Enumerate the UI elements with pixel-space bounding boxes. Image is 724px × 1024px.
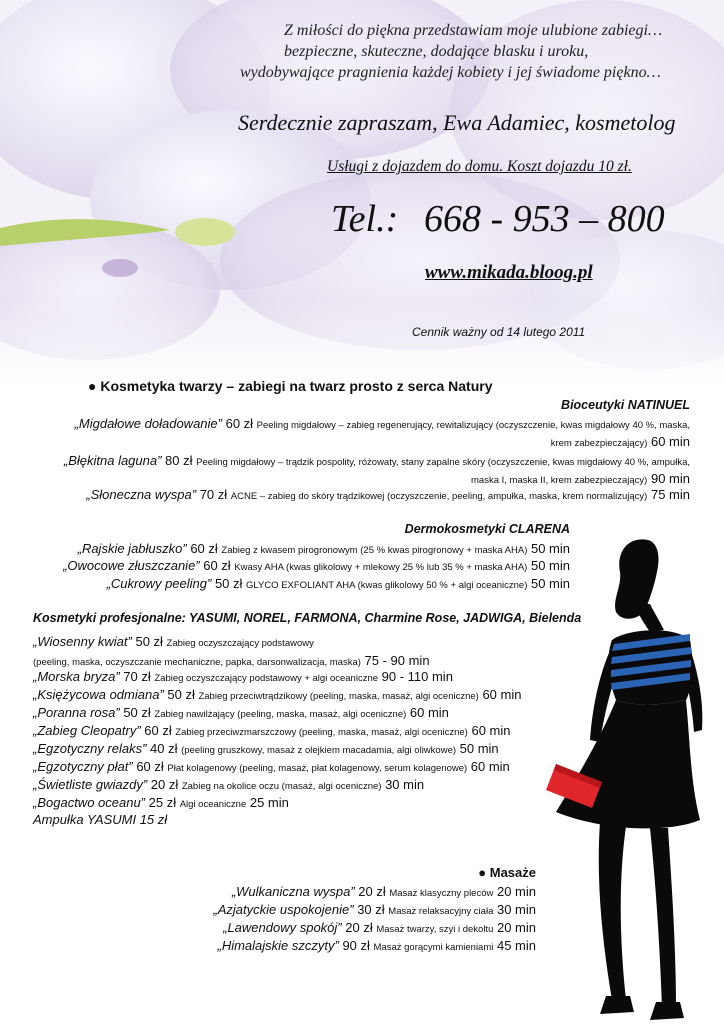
list-item [33,668,453,688]
description: Peeling migdałowy – trądzik pospolity, różowaty, stany zapalne skóry (oczyszczenie, kwas migdałowy 40 %, ampułka, [196,457,690,468]
duration: 60 min [467,759,510,774]
description: maska I, maska II, krem zabezpieczający) [471,475,648,486]
duration: 60 min [467,723,511,738]
duration: 50 min [456,741,499,756]
duration: 20 min [493,884,536,899]
price: 20 zł [341,920,377,935]
list-item [107,575,570,595]
treatment-name: „Świetliste gwiazdy” [33,777,148,792]
price: 70 zł [196,487,231,502]
brand-natinuel: Bioceutyki NATINUEL [561,398,690,412]
treatment-name: „Migdałowe doładowanie” [74,416,222,431]
treatment-name: „Owocowe złuszczanie” [63,558,200,573]
treatment-name: „Błękitna laguna” [63,453,162,468]
price: 30 zł [353,902,389,917]
duration: 75 min [647,487,690,502]
treatment-name: „Słoneczna wyspa” [86,487,197,502]
description: Algi oceaniczne [179,799,247,810]
list-item [75,415,690,435]
list-item [232,883,536,903]
description: Masaż klasyczny pleców [389,888,494,899]
price: 40 zł [146,741,182,756]
duration: 45 min [493,938,536,953]
massage-section-title: ● Masaże [478,865,536,880]
price: 60 zł [132,759,168,774]
duration: 60 min [647,434,690,449]
duration: 30 min [493,902,536,917]
duration: 30 min [381,777,425,792]
duration: 25 min [246,795,289,810]
treatment-name: „Egzotyczny płat” [33,759,133,774]
treatment-name: „Cukrowy peeling” [106,576,212,591]
duration: 75 - 90 min [360,653,430,668]
description: Masaż relaksacyjny ciała [388,906,494,917]
valid-from: Cennik ważny od 14 lutego 2011 [412,325,586,339]
description: Zabieg na okolice oczu (masaż, algi oceniczne) [181,781,382,792]
price: 60 zł [186,541,222,556]
intro-line-2: bezpieczne, skuteczne, dodające blasku i uroku, [284,43,589,60]
price: 50 zł [211,576,247,591]
price: 50 zł [163,687,199,702]
description: krem zabezpieczający) [550,438,648,449]
intro-line-3: wydobywające pragnienia każdej kobiety i jej świadome piękno… [240,64,661,81]
price: 20 zł [354,884,390,899]
website-link[interactable]: www.mikada.bloog.pl [425,262,593,283]
treatment-name: „Egzotyczny relaks” [33,741,147,756]
list-item [33,758,510,778]
description: (peeling, maska, oczyszczanie mechaniczne, papka, darsonwalizacja, maska) [33,657,361,668]
list-item-cont [551,433,690,453]
list-item [33,722,511,742]
description: ACNE – zabieg do skóry trądzikowej (oczyszczenie, peeling, ampułka, maska, krem normalizujący) [230,491,648,502]
description: Peeling migdałowy – zabieg regenerujący, rewitalizujący (oczyszczenie, kwas migdałowy 40 %, maska, [256,420,690,431]
description: Masaż gorącymi kamieniami [373,942,494,953]
price: 20 zł [147,777,182,792]
duration: 50 min [527,576,570,591]
description: Zabieg z kwasem pirogronowym (25 % kwas pirogronowy + maska AHA) [221,545,528,556]
treatment-name: „Wiosenny kwiat” [33,634,132,649]
list-item [217,937,536,957]
price: 70 zł [119,669,155,684]
treatment-name: „Poranna rosa” [33,705,120,720]
price: 80 zł [161,453,197,468]
duration: 50 min [527,558,570,573]
description: Zabieg oczyszczający podstawowy [166,638,314,649]
duration: 20 min [493,920,536,935]
list-item [64,452,690,472]
list-item [33,704,449,724]
price: 50 zł [119,705,155,720]
list-item [33,740,499,760]
description: Kwasy AHA (kwas glikolowy + mlekowy 25 % lub 35 % + maska AHA) [234,562,528,573]
price: 60 zł [199,558,235,573]
list-item [86,486,690,506]
treatment-name: „Zabieg Cleopatry” [33,723,141,738]
description: Płat kolagenowy (peeling, masaż, płat kolagenowy, serum kolagenowe) [167,763,468,774]
description: Zabieg nawilżający (peeling, maska, masaż, algi oceniczne) [154,709,407,720]
invitation: Serdecznie zapraszam, Ewa Adamiec, kosmetolog [238,110,676,135]
intro-line-1: Z miłości do piękna przedstawiam moje ulubione zabiegi… [284,22,663,39]
description: Zabieg oczyszczający podstawowy + algi oceaniczne [154,673,379,684]
price: 25 zł [145,795,180,810]
ampulka-item: Ampułka YASUMI 15 zł [33,812,168,827]
price: 60 zł [140,723,176,738]
price: 60 zł [221,416,257,431]
duration: 90 - 110 min [378,669,453,684]
description: Masaż twarzy, szyi i dekoltu [376,924,494,935]
brand-clarena: Dermokosmetyki CLARENA [404,522,570,536]
list-item [33,633,314,653]
treatment-name: „Morska bryza” [33,669,120,684]
treatment-name: „Bogactwo oceanu” [33,795,146,810]
face-section-title: ● Kosmetyka twarzy – zabiegi na twarz prosto z serca Natury [88,378,493,394]
list-item [213,901,536,921]
price: 50 zł [131,634,167,649]
treatment-name: „Rajskie jabłuszko” [77,541,187,556]
description: Zabieg przeciwzmarszczowy (peeling, maska, masaż, algi oceniczne) [175,727,468,738]
duration: 60 min [406,705,449,720]
treatment-name: „Lawendowy spokój” [223,920,342,935]
price: 90 zł [338,938,374,953]
list-item [33,776,424,796]
treatment-name: „Księżycowa odmiana” [33,687,164,702]
description: Zabieg przeciwtrądzikowy (peeling, maska, masaż, algi oceniczne) [198,691,479,702]
intro-text [240,20,710,83]
description: (peeling gruszkowy, masaż z olejkiem macadamia, algi oliwkowe) [181,745,457,756]
duration: 90 min [647,471,690,486]
treatment-name: „Himalajskie szczyty” [217,938,339,953]
brand-professional: Kosmetyki profesjonalne: YASUMI, NOREL, FARMONA, Charmine Rose, JADWIGA, Bielenda [33,611,582,625]
list-item [63,557,570,577]
phone-number[interactable]: 668 - 953 – 800 [424,198,665,240]
services-note: Usługi z dojazdem do domu. Koszt dojazdu 10 zł. [327,158,632,175]
duration: 60 min [478,687,522,702]
duration: 50 min [527,541,570,556]
treatment-name: „Azjatyckie uspokojenie” [213,902,354,917]
list-item [223,919,536,939]
description: GLYCO EXFOLIANT AHA (kwas glikolowy 50 % + algi oceaniczne) [246,580,528,591]
treatment-name: „Wulkaniczna wyspa” [231,884,355,899]
list-item [33,686,521,706]
phone-label: Tel.: [331,198,399,240]
